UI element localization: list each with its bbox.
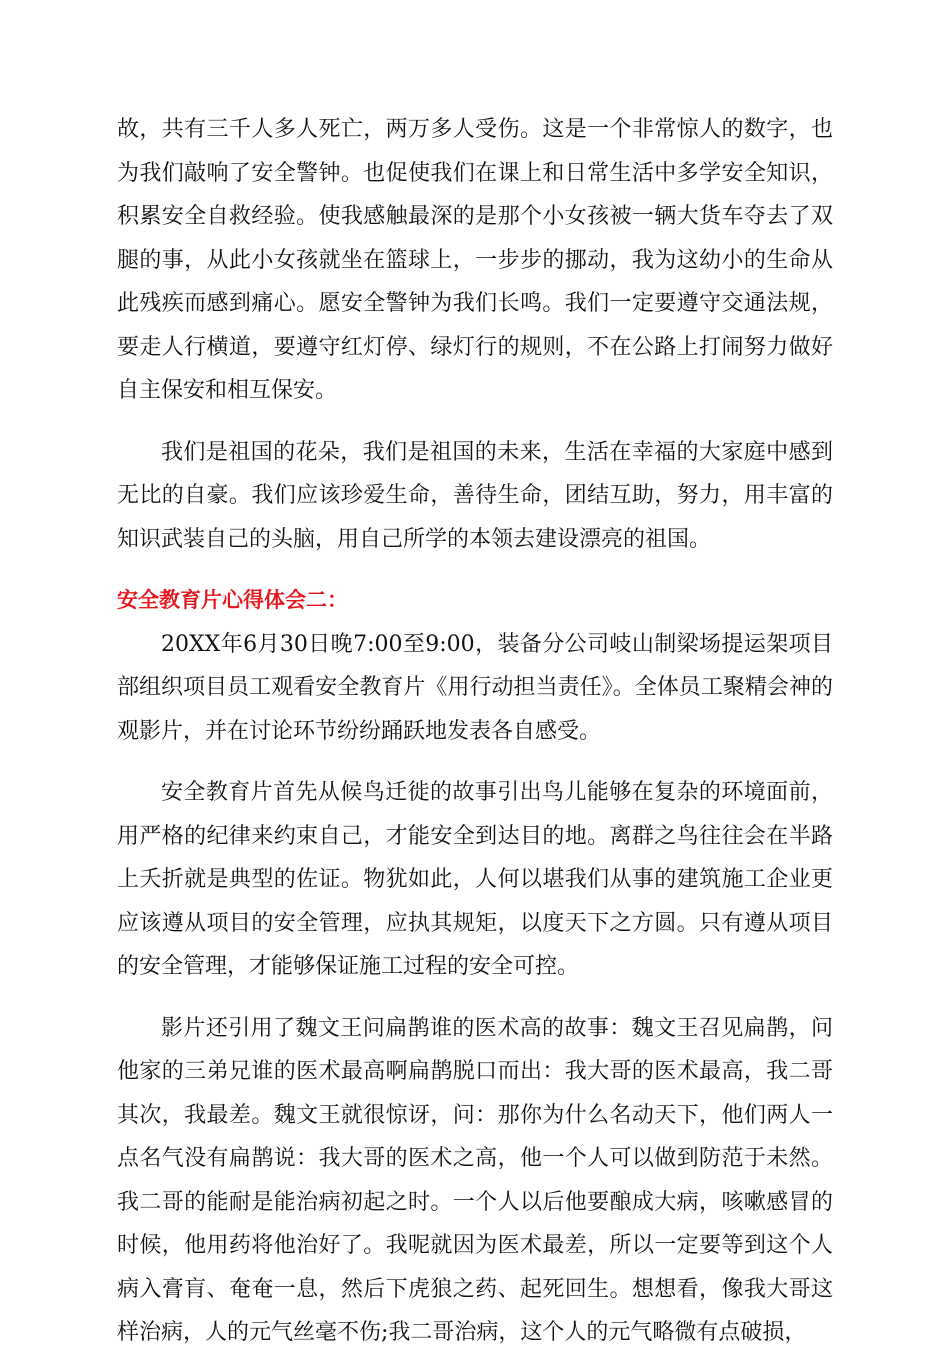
section-heading: 安全教育片心得体会二：: [117, 588, 348, 612]
paragraph-birds: 安全教育片首先从候鸟迁徙的故事引出鸟儿能够在复杂的环境面前，用严格的纪律来约束自己，才能安全到达目的地。离群之鸟往往会在半路上夭折就是典型的佐证。物犹如此，人何以堪我们从事的建筑施工企业更应该遵从项目的安全管理，应执其规矩，以度天下之方圆。只有遵从项目的安全管理，才能够保证施工过程的安全可控。: [117, 780, 833, 979]
paragraph-event: 20XX年6月30日晚7:00至9:00，装备分公司岐山制梁场提运架项目部组织项目员工观看安全教育片《用行动担当责任》。全体员工聚精会神的观影片，并在讨论环节纷纷踊跃地发表各自感受。: [117, 631, 833, 744]
paragraph-continuation: 故，共有三千人多人死亡，两万多人受伤。这是一个非常惊人的数字，也为我们敲响了安全警钟。也促使我们在课上和日常生活中多学安全知识，积累安全自救经验。使我感触最深的是那个小女孩被一辆大货车夺去了双腿的事，从此小女孩就坐在篮球上，一步步的挪动，我为这幼小的生命从此残疾而感到痛心。愿安全警钟为我们长鸣。我们一定要遵守交通法规，要走人行横道，要遵守红灯停、绿灯行的规则，不在公路上打闹努力做好自主保安和相互保安。: [117, 117, 833, 403]
document-body: [117, 108, 833, 1355]
paragraph-conclusion: 我们是祖国的花朵，我们是祖国的未来，生活在幸福的大家庭中感到无比的自豪。我们应该珍爱生命，善待生命，团结互助，努力，用丰富的知识武装自己的头脑，用自己所学的本领去建设漂亮的祖国。: [117, 439, 833, 552]
paragraph-bianque: 影片还引用了魏文王问扁鹊谁的医术高的故事：魏文王召见扁鹊，问他家的三弟兄谁的医术最高啊扁鹊脱口而出：我大哥的医术最高，我二哥其次，我最差。魏文王就很惊讶，问：那你为什么名动天下，他们两人一点名气没有扁鹊说：我大哥的医术之高，他一个人可以做到防范于未然。我二哥的能耐是能治病初起之时。一个人以后他要酿成大病，咳嗽感冒的时候，他用药将他治好了。我呢就因为医术最差，所以一定要等到这个人病入膏肓、奄奄一息，然后下虎狼之药、起死回生。想想看，像我大哥这样治病，人的元气丝毫不伤;我二哥治病，这个人的元气略微有点破损，: [117, 1015, 833, 1345]
